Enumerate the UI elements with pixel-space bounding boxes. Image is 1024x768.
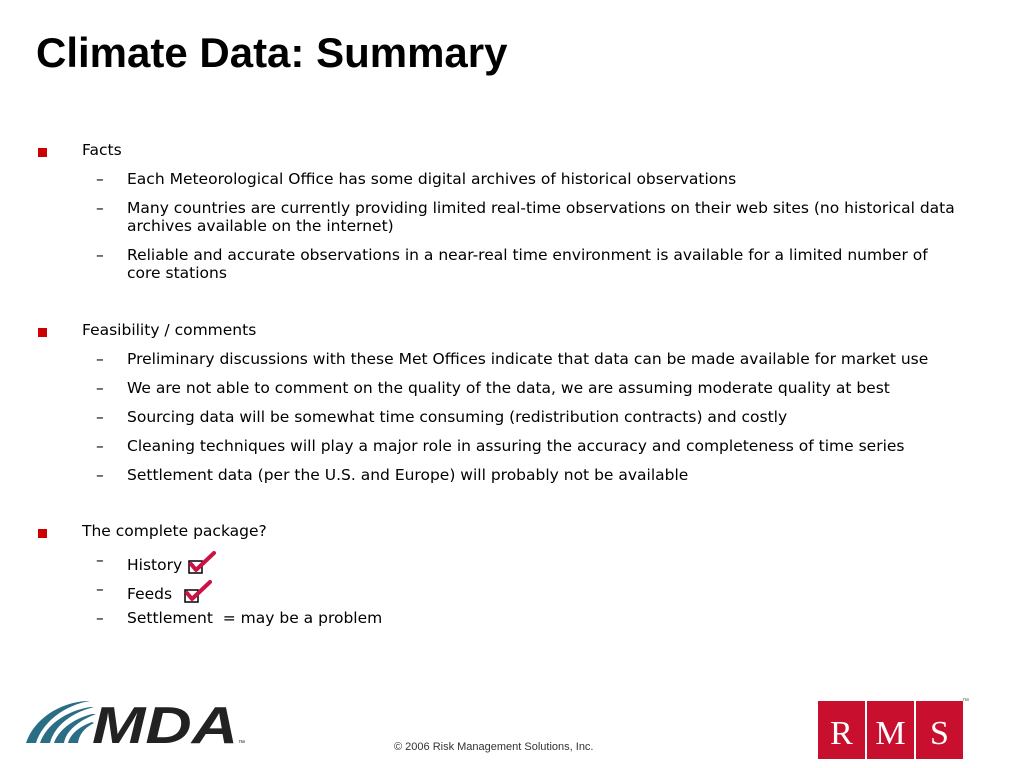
- list-item: [0, 408, 1024, 437]
- dash-marker: –: [96, 170, 104, 188]
- list-item: [0, 437, 1024, 466]
- list-item: [0, 170, 1024, 199]
- dash-marker: –: [96, 466, 104, 484]
- section-feasibility: [0, 321, 1024, 495]
- list-item: [0, 246, 1024, 293]
- list-item: [0, 609, 1024, 638]
- list-item-text: History: [127, 556, 183, 574]
- list-item: [0, 466, 1024, 495]
- bullet-square-icon: [38, 529, 47, 538]
- mda-logo-text: MDA: [92, 697, 238, 747]
- list-item-text: Cleaning techniques will play a major role in assuring the accuracy and completeness of time series: [127, 437, 905, 455]
- rms-letter-s: S: [930, 715, 949, 752]
- dash-marker: –: [96, 551, 104, 569]
- checkmark-icon: [188, 551, 216, 575]
- dash-marker: –: [96, 246, 104, 264]
- dash-marker: –: [96, 379, 104, 397]
- list-item: [0, 379, 1024, 408]
- slide-title: Climate Data: Summary: [36, 29, 508, 76]
- rms-letter-r: R: [830, 715, 853, 752]
- dash-marker: –: [96, 437, 104, 455]
- list-item-text: Feeds: [127, 585, 173, 603]
- list-item: [0, 199, 1024, 246]
- list-item-text: Reliable and accurate observations in a near-real time environment is available for a limited number of core stations: [127, 246, 928, 282]
- rms-letter-m: M: [875, 715, 906, 752]
- list-item-text: Many countries are currently providing limited real-time observations on their web sites (no historical data archives available on the internet): [127, 199, 955, 235]
- dash-marker: –: [96, 609, 104, 627]
- list-item-text: Sourcing data will be somewhat time consuming (redistribution contracts) and costly: [127, 408, 788, 426]
- dash-marker: –: [96, 199, 104, 217]
- section-facts: [0, 141, 1024, 293]
- section-heading: The complete package?: [82, 522, 267, 540]
- list-item: [0, 551, 1024, 580]
- rms-logo: [818, 697, 970, 759]
- dash-marker: –: [96, 580, 104, 598]
- section-heading: Facts: [82, 141, 122, 159]
- copyright-footer: © 2006 Risk Management Solutions, Inc.: [394, 741, 594, 753]
- section-heading: Feasibility / comments: [82, 321, 257, 339]
- list-item-text: Preliminary discussions with these Met Offices indicate that data can be made available for market use: [127, 350, 929, 368]
- bullet-square-icon: [38, 148, 47, 157]
- checkmark-icon: [184, 580, 212, 604]
- list-item: [0, 350, 1024, 379]
- trademark-symbol: ™: [962, 698, 969, 705]
- list-item-text: We are not able to comment on the quality of the data, we are assuming moderate quality at best: [127, 379, 890, 397]
- dash-marker: –: [96, 408, 104, 426]
- section-complete-package: [0, 522, 1024, 638]
- list-item-text: Each Meteorological Office has some digital archives of historical observations: [127, 170, 737, 188]
- list-item-text: Settlement data (per the U.S. and Europe) will probably not be available: [127, 466, 689, 484]
- trademark-symbol: ™: [238, 740, 245, 747]
- dash-marker: –: [96, 350, 104, 368]
- mda-logo: [24, 697, 254, 747]
- list-item-text: Settlement = may be a problem: [127, 609, 383, 627]
- list-item: [0, 580, 1024, 609]
- bullet-square-icon: [38, 328, 47, 337]
